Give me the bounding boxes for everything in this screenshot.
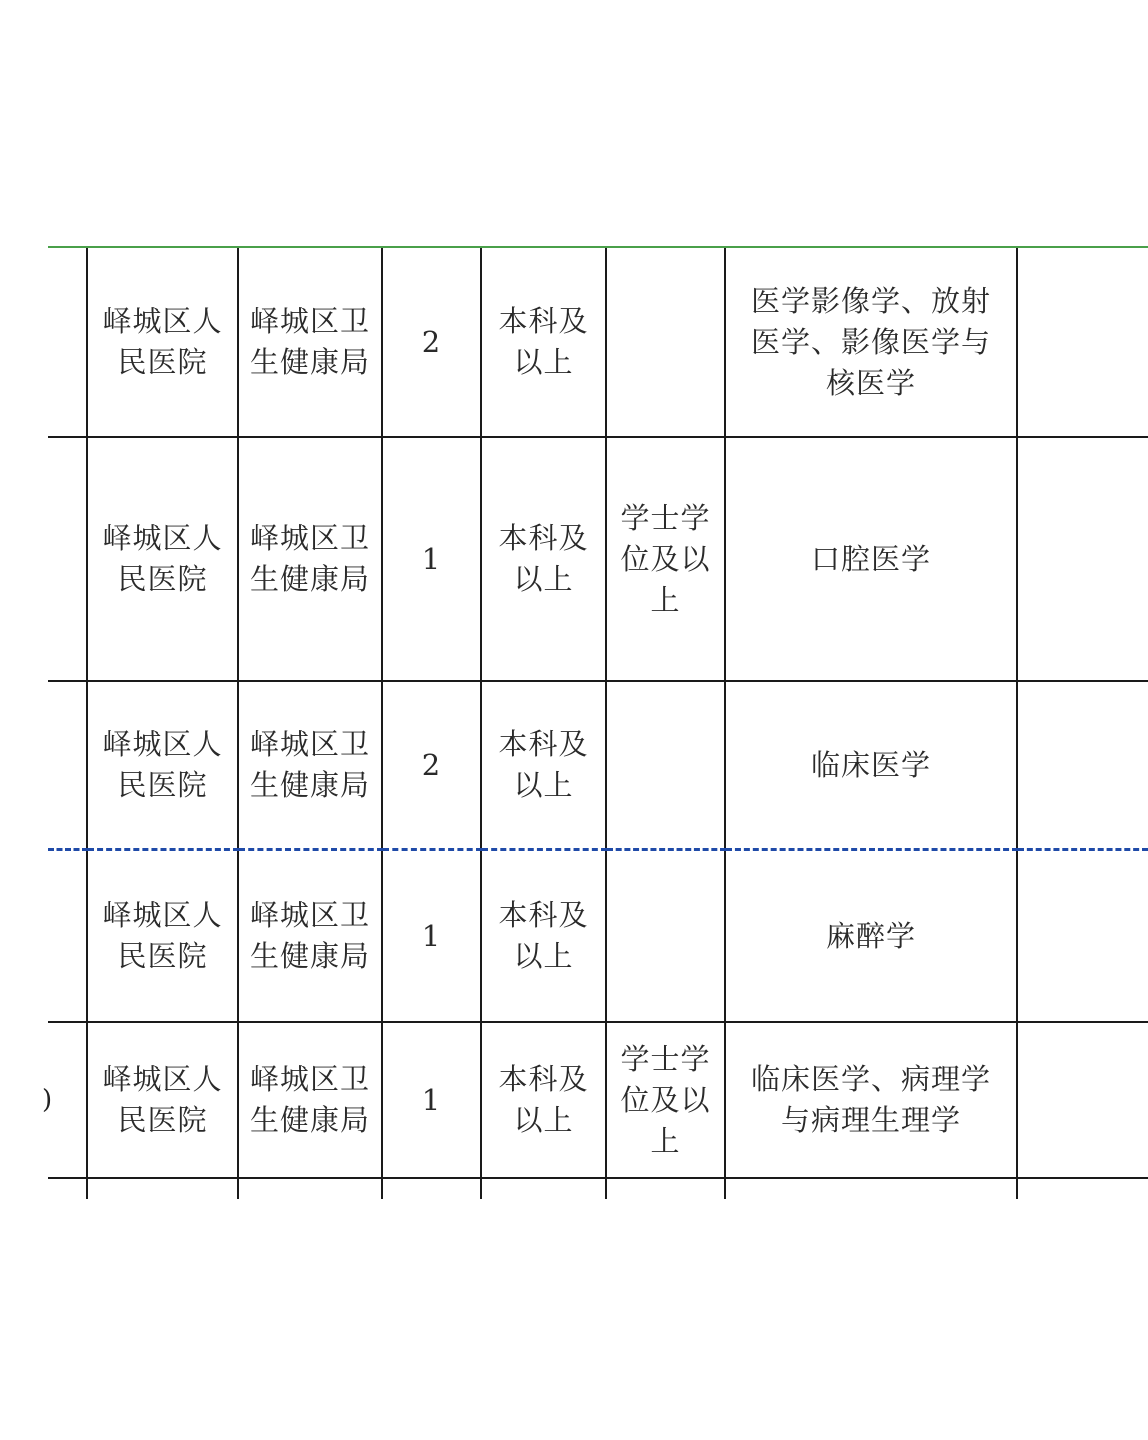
authority-cell: 峄城区卫 生健康局 <box>238 850 382 1023</box>
degree-cell <box>606 850 725 1023</box>
empty-cell <box>382 1178 481 1199</box>
authority-cell: 峄城区卫 生健康局 <box>238 247 382 437</box>
cut-off-cell <box>1017 681 1148 850</box>
unit-cell: 峄城区人 民医院 <box>87 437 238 681</box>
degree-cell <box>606 247 725 437</box>
count-cell: 1 <box>382 850 481 1023</box>
authority-cell: 峄城区卫 生健康局 <box>238 437 382 681</box>
empty-cell <box>725 1178 1017 1199</box>
cut-off-cell <box>1017 247 1148 437</box>
count-cell: 2 <box>382 247 481 437</box>
unit-cell: 峄城区人 民医院 <box>87 1022 238 1178</box>
education-cell: 本科及 以上 <box>481 1022 606 1178</box>
index-cell <box>48 247 87 437</box>
count-cell: 1 <box>382 1022 481 1178</box>
empty-cell <box>606 1178 725 1199</box>
education-cell: 本科及 以上 <box>481 681 606 850</box>
education-cell: 本科及 以上 <box>481 850 606 1023</box>
empty-cell <box>87 1178 238 1199</box>
empty-cell <box>481 1178 606 1199</box>
cut-off-cell <box>1017 437 1148 681</box>
count-cell: 2 <box>382 681 481 850</box>
major-cell: 临床医学、病理学 与病理生理学 <box>725 1022 1017 1178</box>
count-cell: 1 <box>382 437 481 681</box>
index-cell <box>48 437 87 681</box>
cut-off-cell <box>1017 850 1148 1023</box>
index-cell <box>48 681 87 850</box>
degree-cell: 学士学 位及以 上 <box>606 437 725 681</box>
major-cell: 临床医学 <box>725 681 1017 850</box>
index-cell: ) <box>48 1022 87 1178</box>
education-cell: 本科及 以上 <box>481 437 606 681</box>
degree-cell: 学士学 位及以 上 <box>606 1022 725 1178</box>
authority-cell: 峄城区卫 生健康局 <box>238 1022 382 1178</box>
table-row <box>48 850 1148 1023</box>
major-cell: 麻醉学 <box>725 850 1017 1023</box>
degree-cell <box>606 681 725 850</box>
table-row-partial <box>48 1178 1148 1199</box>
cut-off-cell <box>1017 1022 1148 1178</box>
unit-cell: 峄城区人 民医院 <box>87 681 238 850</box>
empty-cell <box>48 1178 87 1199</box>
authority-cell: 峄城区卫 生健康局 <box>238 681 382 850</box>
unit-cell: 峄城区人 民医院 <box>87 247 238 437</box>
index-cell <box>48 850 87 1023</box>
table-fragment <box>0 246 1032 1194</box>
table-row <box>48 437 1148 681</box>
empty-cell <box>1017 1178 1148 1199</box>
table-row <box>48 1022 1148 1178</box>
major-cell: 口腔医学 <box>725 437 1017 681</box>
table-row <box>48 681 1148 850</box>
table-row <box>48 247 1148 437</box>
education-cell: 本科及 以上 <box>481 247 606 437</box>
unit-cell: 峄城区人 民医院 <box>87 850 238 1023</box>
major-cell: 医学影像学、放射 医学、影像医学与 核医学 <box>725 247 1017 437</box>
empty-cell <box>238 1178 382 1199</box>
recruitment-table <box>42 246 1148 1199</box>
